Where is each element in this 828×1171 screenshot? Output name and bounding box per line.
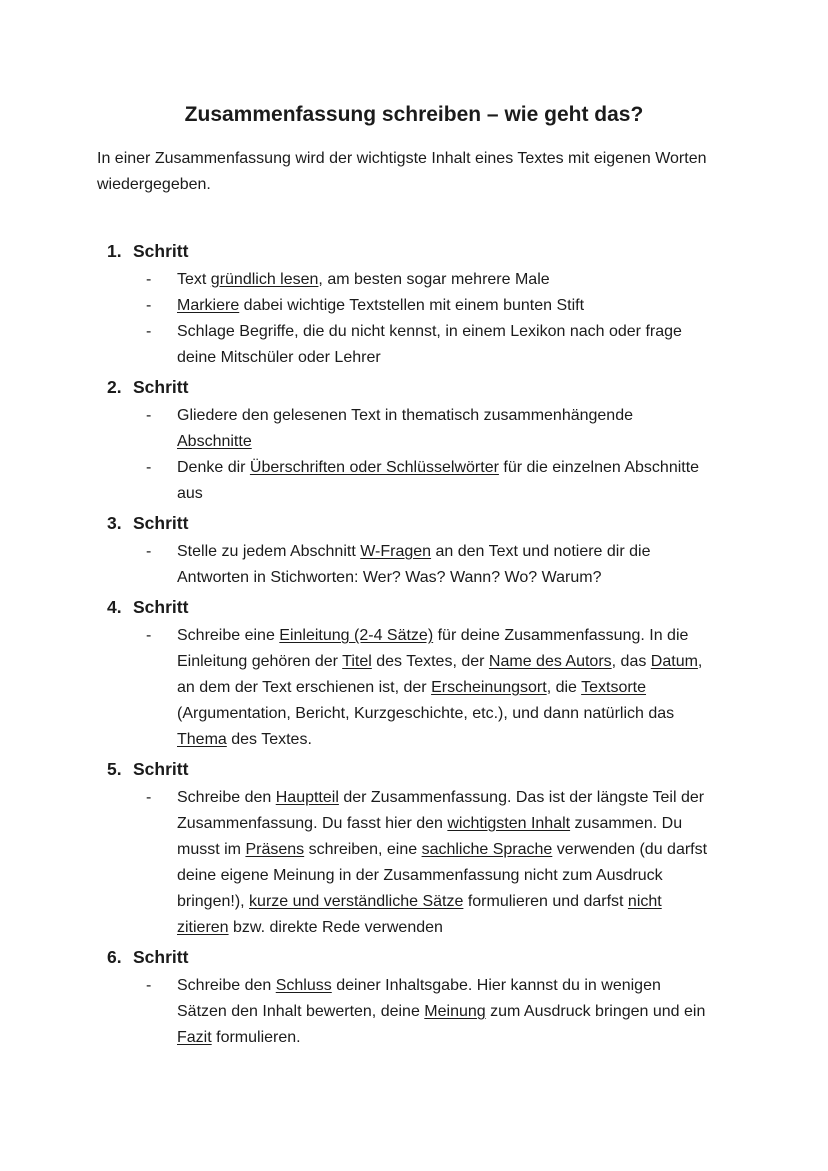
bullet-item xyxy=(0,785,828,941)
underlined-phrase: Fazit xyxy=(177,1029,212,1046)
page-title: Zusammenfassung schreiben – wie geht das? xyxy=(184,103,644,126)
bullet-dash: - xyxy=(146,977,152,994)
step-section-4 xyxy=(0,594,828,753)
step-section-2 xyxy=(0,374,828,507)
intro-paragraph: In einer Zusammenfassung wird der wichtigste Inhalt eines Textes mit eigenen Worten wiedergegeben. xyxy=(97,150,707,193)
underlined-phrase: Meinung xyxy=(424,1003,486,1020)
underlined-phrase: sachliche Sprache xyxy=(421,841,553,858)
step-label: Schritt xyxy=(133,759,189,779)
step-label: Schritt xyxy=(133,241,189,261)
text-segment: , am besten sogar mehrere Male xyxy=(318,271,550,288)
bullet-item xyxy=(0,973,828,1051)
underlined-phrase: nicht zitieren xyxy=(177,893,662,936)
text-segment: des Textes. xyxy=(226,731,312,748)
step-label: Schritt xyxy=(133,597,189,617)
bullet-item xyxy=(0,403,828,455)
step-section-6 xyxy=(0,944,828,1051)
step-label: Schritt xyxy=(133,947,189,967)
step-heading xyxy=(0,510,828,537)
text-segment: für die einzelnen Abschnitte aus xyxy=(177,459,700,502)
bullet-dash: - xyxy=(146,789,152,806)
underlined-phrase: Name des Autors xyxy=(488,653,612,670)
text-segment: Schreibe den xyxy=(177,789,276,806)
text-segment: formulieren. xyxy=(211,1029,301,1046)
bullet-item xyxy=(0,293,828,319)
bullet-text xyxy=(177,785,711,941)
bullet-dash: - xyxy=(146,407,152,424)
step-heading xyxy=(0,238,828,265)
underlined-phrase: Thema xyxy=(177,731,227,748)
bullet-text xyxy=(177,539,711,591)
step-number: 6. xyxy=(107,947,122,967)
text-segment: Schreibe eine xyxy=(177,627,280,644)
text-segment: (Argumentation, Bericht, Kurzgeschichte, etc.), und dann natürlich das xyxy=(177,705,675,722)
text-segment: Schlage Begriffe, die du nicht kennst, in einem Lexikon nach oder frage deine Mitschüler oder Lehrer xyxy=(177,323,682,366)
bullet-item xyxy=(0,319,828,371)
bullet-dash: - xyxy=(146,323,152,340)
bullet-item xyxy=(0,623,828,753)
underlined-phrase: gründlich lesen xyxy=(210,271,319,288)
step-section-3 xyxy=(0,510,828,591)
step-label: Schritt xyxy=(133,377,189,397)
underlined-phrase: Datum xyxy=(650,653,698,670)
bullet-text xyxy=(177,267,711,293)
text-segment: für deine Zusammenfassung. In die Einleitung gehören der xyxy=(177,627,689,670)
step-heading xyxy=(0,756,828,783)
text-segment: , an dem der Text erschienen ist, der xyxy=(177,653,703,696)
underlined-phrase: Erscheinungsort xyxy=(431,679,547,696)
step-number: 3. xyxy=(107,513,122,533)
text-segment: Denke dir xyxy=(177,459,250,476)
bullet-dash: - xyxy=(146,297,152,314)
text-segment: bzw. direkte Rede verwenden xyxy=(228,919,443,936)
step-number: 1. xyxy=(107,241,122,261)
underlined-phrase: Markiere xyxy=(177,297,240,314)
text-segment: deiner Inhaltsgabe. Hier kannst du in wenigen Sätzen den Inhalt bewerten, deine xyxy=(177,977,661,1020)
underlined-phrase: Hauptteil xyxy=(275,789,339,806)
text-segment: schreiben, eine xyxy=(304,841,422,858)
underlined-phrase: Textsorte xyxy=(581,679,647,696)
bullet-dash: - xyxy=(146,459,152,476)
text-segment: der Zusammenfassung. Das ist der längste Teil der Zusammenfassung. Du fasst hier den xyxy=(177,789,705,832)
text-segment: dabei wichtige Textstellen mit einem bunten Stift xyxy=(239,297,585,314)
text-segment: , die xyxy=(546,679,582,696)
underlined-phrase: Überschriften oder Schlüsselwörter xyxy=(249,459,499,476)
text-segment: Schreibe den xyxy=(177,977,276,994)
bullet-text xyxy=(177,623,711,753)
underlined-phrase: kurze und verständliche Sätze xyxy=(249,893,464,910)
underlined-phrase: W-Fragen xyxy=(360,543,432,560)
text-segment: Text xyxy=(177,271,211,288)
text-segment: des Textes, der xyxy=(371,653,489,670)
step-heading xyxy=(0,374,828,401)
step-number: 5. xyxy=(107,759,122,779)
bullet-dash: - xyxy=(146,543,152,560)
bullet-text xyxy=(177,455,711,507)
bullet-text xyxy=(177,293,711,319)
text-segment: , das xyxy=(611,653,651,670)
bullet-text xyxy=(177,403,711,455)
underlined-phrase: Schluss xyxy=(275,977,332,994)
bullet-text xyxy=(177,319,711,371)
bullet-dash: - xyxy=(146,271,152,288)
bullet-item xyxy=(0,455,828,507)
step-label: Schritt xyxy=(133,513,189,533)
steps-list xyxy=(0,238,828,1051)
bullet-item xyxy=(0,267,828,293)
underlined-phrase: Titel xyxy=(342,653,372,670)
underlined-phrase: Präsens xyxy=(245,841,305,858)
step-heading xyxy=(0,594,828,621)
bullet-item xyxy=(0,539,828,591)
underlined-phrase: wichtigsten Inhalt xyxy=(447,815,571,832)
bullet-dash: - xyxy=(146,627,152,644)
bullet-text xyxy=(177,973,711,1051)
step-number: 4. xyxy=(107,597,122,617)
text-segment: verwenden (du darfst deine eigene Meinung in der Zusammenfassung nicht zum Ausdruck bringen!), xyxy=(177,841,708,910)
step-heading xyxy=(0,944,828,971)
text-segment: Gliedere den gelesenen Text in thematisch zusammenhängende xyxy=(177,407,633,424)
text-segment: zusammen. Du musst im xyxy=(177,815,683,858)
step-number: 2. xyxy=(107,377,122,397)
underlined-phrase: Abschnitte xyxy=(177,433,252,450)
text-segment: zum Ausdruck bringen und ein xyxy=(485,1003,706,1020)
text-segment: Stelle zu jedem Abschnitt xyxy=(177,543,361,560)
underlined-phrase: Einleitung (2-4 Sätze) xyxy=(279,627,434,644)
text-segment: an den Text und notiere dir die Antworten in Stichworten: Wer? Was? Wann? Wo? Warum? xyxy=(177,543,651,586)
step-section-1 xyxy=(0,238,828,371)
step-section-5 xyxy=(0,756,828,941)
text-segment: formulieren und darfst xyxy=(463,893,628,910)
